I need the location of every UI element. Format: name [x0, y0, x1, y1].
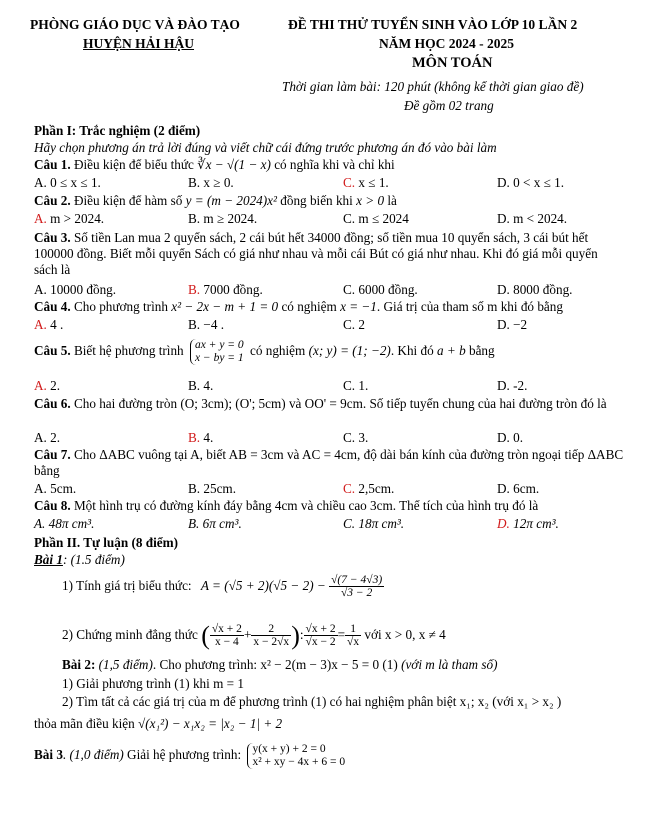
question-text: Số tiền Lan mua 2 quyển sách, 2 cái bút hết 34000 đồng; số tiền mua 10 quyển sách, 3 cái bút hết 100000 đồng. Biết mỗi quyển Sách có giá như nhau và mỗi cái Bút có giá như nhau. Khi đó giá mỗi quyển sách là [34, 230, 598, 277]
q5-option-b: B. 4. [188, 378, 214, 393]
question-text: . Khi đó [390, 343, 437, 359]
question-label: Câu 1. [34, 157, 71, 172]
numerator: √x + 2 [211, 623, 242, 636]
equation-system [190, 339, 244, 365]
question-text: có nghĩa khi và chỉ khi [270, 157, 395, 172]
question-text: đồng biến khi [276, 193, 357, 208]
question-label: Câu 5. [34, 343, 71, 359]
question-text: Một hình trụ có đường kính đáy bằng 4cm và chiều cao 3cm. Thể tích của hình trụ đó là [70, 498, 539, 513]
equation-line: x² + xy − 4x + 6 = 0 [252, 755, 346, 768]
bai2-item2: 2) Tìm tất cả các giá trị của m để phương trình (1) có hai nghiệm phân biệt x₁; x₂ (với x₁ > x₂ ) [62, 694, 562, 709]
q3-option-a: A. 10000 đồng. [34, 282, 117, 297]
answer-letter: B. [188, 430, 201, 445]
item-text: 2) Chứng minh đẳng thức [62, 627, 202, 642]
q4-option-a: A. 4 . [34, 317, 64, 332]
q2-option-b: B. m ≥ 2024. [188, 211, 258, 226]
q8-option-d: D. 12π cm³. [497, 516, 559, 531]
question-text: Điều kiện để biểu thức [70, 157, 198, 172]
q6-option-d: D. 0. [497, 430, 524, 445]
question-label: Câu 6. [34, 396, 71, 411]
math-expression: x² − 2x − m + 1 = 0 [171, 299, 279, 314]
school-year: NĂM HỌC 2024 - 2025 [379, 36, 514, 51]
fraction [210, 623, 244, 648]
denominator: √x [347, 636, 360, 649]
numerator: √(7 − 4√3) [331, 574, 383, 587]
answer-letter: C. [343, 481, 356, 496]
numerator: 2 [251, 623, 291, 636]
bai2-item1: 1) Giải phương trình (1) khi m = 1 [62, 676, 244, 691]
math-expression: (x; y) = (1; −2) [308, 343, 391, 359]
item-text: 1) Tính giá trị biểu thức: [62, 578, 195, 593]
question-6 [34, 396, 624, 412]
answer-letter: A. [34, 317, 47, 332]
answer-letter: D. [497, 516, 510, 531]
numerator: √x + 2 [305, 623, 336, 636]
answer-letter: A. [34, 211, 47, 226]
bai1-heading [34, 552, 125, 567]
bai1-label: Bài 1 [34, 552, 63, 567]
denominator: √x − 2 [305, 636, 336, 649]
question-text: Điều kiện để hàm số [70, 193, 186, 208]
denominator: x − 4 [215, 636, 239, 649]
q4-option-b: B. −4 . [188, 317, 225, 332]
question-text: Cho hai đường tròn (O; 3cm); (O'; 5cm) và OO' = 9cm. Số tiếp tuyến chung của hai đường tròn đó là [70, 396, 607, 411]
part1-title: Phần I: Trắc nghiệm (2 điểm) [34, 123, 201, 138]
math-expression: x² − 2(m − 3)x − 5 = 0 [260, 657, 380, 672]
question-1 [34, 157, 395, 172]
part2-title: Phần II. Tự luận (8 điểm) [34, 535, 178, 550]
bai2-condition [34, 716, 282, 731]
denominator: √3 − 2 [340, 587, 373, 600]
answer-letter: C. [343, 175, 356, 190]
bai2-note: (với m là tham số) [401, 657, 498, 672]
answer-letter: A. [34, 378, 47, 393]
bai1-points: : (1.5 điểm) [62, 552, 125, 567]
part1-instruction: Hãy chọn phương án trả lời đúng và viết chữ cái đứng trước phương án đó vào bài làm [34, 140, 497, 155]
math-expression: x = −1 [340, 299, 377, 314]
q4-option-d: D. −2 [497, 317, 528, 332]
q2-option-c: C. m ≤ 2024 [343, 211, 409, 226]
q5-option-d: D. -2. [497, 378, 528, 393]
equation-tag: (1) [379, 657, 402, 672]
question-8 [34, 498, 538, 513]
numerator: 1 [345, 623, 361, 636]
q6-option-a: A. 2. [34, 430, 61, 445]
fraction [345, 623, 361, 648]
equation-system [247, 743, 345, 769]
q1-option-b: B. x ≥ 0. [188, 175, 234, 190]
bai2-points: (1,5 điểm) [95, 657, 153, 672]
math-expression: x > 0 [356, 193, 385, 208]
math-expression: ∛x − √(1 − x) [197, 157, 271, 172]
bai3-label: Bài 3 [34, 747, 63, 762]
question-text: Cho ΔABC vuông tại A, biết AB = 3cm và AC = 4cm, độ dài bán kính của đường tròn ngoại tiếp ΔABC bằng [34, 447, 624, 478]
question-5 [34, 339, 495, 365]
question-text: là [384, 193, 397, 208]
district-name: HUYỆN HẢI HẬU [83, 36, 195, 51]
question-4 [34, 299, 563, 314]
q8-option-b: B. 6π cm³. [188, 516, 242, 531]
q6-option-c: C. 3. [343, 430, 369, 445]
question-label: Câu 7. [34, 447, 71, 462]
question-label: Câu 8. [34, 498, 71, 513]
bai1-item2: 2) Chứng minh đẳng thức ( $\frac{√x + 2}{x - 4}$ + $\frac{2}{x - 2√x}$ ): $\frac{√x + 2}{√x - 2}$ = $\frac{1}{√x}$ với x > 0, x ≠ 4 [62, 620, 446, 650]
q2-option-d: D. m < 2024. [497, 211, 568, 226]
question-7 [34, 447, 624, 479]
subject: MÔN TOÁN [412, 55, 493, 71]
q7-option-b: B. 25cm. [188, 481, 236, 496]
time-note: Thời gian làm bài: 120 phút (không kể thời gian giao đề) [282, 79, 584, 94]
equation-line: x − by = 1 [194, 352, 244, 364]
condition: với x > 0, x ≠ 4 [361, 627, 446, 642]
question-text: Cho phương trình [70, 299, 172, 314]
fraction [251, 623, 291, 648]
department-name: PHÒNG GIÁO DỤC VÀ ĐÀO TẠO [30, 17, 240, 32]
bai2-heading [62, 657, 497, 672]
q3-option-c: C. 6000 đồng. [343, 282, 418, 297]
math-expression: √(x₁²) − x₁x₂ = |x₂ − 1| + 2 [138, 716, 283, 731]
bai3-points: . (1,0 điểm) [62, 747, 124, 762]
math-expression: y = (m − 2024)x² [185, 193, 277, 208]
q1-option-d: D. 0 < x ≤ 1. [497, 175, 565, 190]
condition-text: thỏa mãn điều kiện [34, 716, 139, 731]
q7-option-a: A. 5cm. [34, 481, 77, 496]
q4-option-c: C. 2 [343, 317, 365, 332]
q7-option-d: D. 6cm. [497, 481, 540, 496]
question-label: Câu 4. [34, 299, 71, 314]
question-label: Câu 2. [34, 193, 71, 208]
pages-note: Đề gồm 02 trang [404, 98, 494, 113]
bai3-stem: Giải hệ phương trình: [123, 747, 245, 762]
answer-letter: B. [188, 282, 201, 297]
q5-option-a: A. 2. [34, 378, 61, 393]
q8-option-c: C. 18π cm³. [343, 516, 405, 531]
question-text: có nghiệm [246, 343, 309, 359]
question-text: Biết hệ phương trình [70, 343, 187, 359]
bai2-label: Bài 2: [62, 657, 96, 672]
q5-option-c: C. 1. [343, 378, 369, 393]
question-text: bằng [465, 343, 495, 359]
question-3 [34, 230, 624, 278]
bai2-stem: . Cho phương trình: [152, 657, 261, 672]
math-expression: a + b [436, 343, 466, 359]
q1-option-a: A. 0 ≤ x ≤ 1. [34, 175, 101, 190]
q2-option-a: A. m > 2024. [34, 211, 105, 226]
bai3 [34, 738, 348, 772]
equation-line: y(x + y) + 2 = 0 [252, 742, 326, 755]
exam-title: ĐỀ THI THỬ TUYỂN SINH VÀO LỚP 10 LẦN 2 [288, 17, 578, 32]
fraction [329, 574, 384, 599]
denominator: x − 2√x [253, 636, 290, 649]
q6-option-b: B. 4. [188, 430, 214, 445]
q3-option-b: B. 7000 đồng. [188, 282, 263, 297]
question-text: . Giá trị của tham số m khi đó bằng [376, 299, 563, 314]
bai1-item1 [62, 572, 384, 600]
q8-option-a: A. 48π cm³. [34, 516, 95, 531]
equation-line: ax + y = 0 [194, 339, 244, 351]
q7-option-c: C. 2,5cm. [343, 481, 395, 496]
q3-option-d: D. 8000 đồng. [497, 282, 573, 297]
question-text: có nghiệm [278, 299, 341, 314]
q1-option-c: C. x ≤ 1. [343, 175, 389, 190]
question-label: Câu 3. [34, 230, 71, 245]
fraction [304, 623, 338, 648]
math-expression: A = (√5 + 2)(√5 − 2) − [200, 578, 330, 593]
question-2 [34, 193, 397, 208]
